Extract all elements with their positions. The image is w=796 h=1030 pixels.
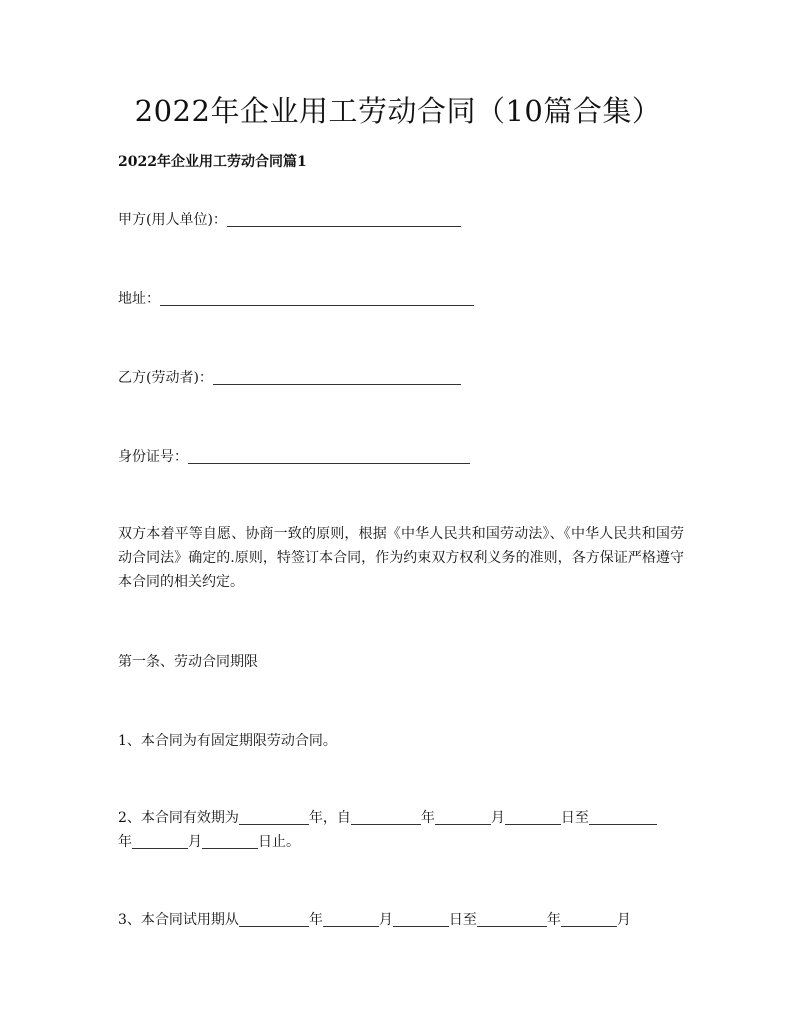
clause-3-prefix: 3、本合同试用期从 [118,912,239,928]
clause-2-year-label: 年 [420,810,435,826]
article-1-heading: 第一条、劳动合同期限 [118,654,258,670]
clause-3-year-label: 年 [546,912,561,928]
section-subtitle: 2022年企业用工劳动合同篇1 [118,154,307,170]
party-b-blank [213,368,461,385]
clause-1: 1、本合同为有固定期限劳动合同。 [118,733,337,749]
clause-3-day-to-label: 日至 [448,912,477,928]
blank [239,910,309,927]
party-b-label: 乙方(劳动者)： [118,370,213,386]
clause-2-month-label: 月 [490,810,505,826]
address-line [118,287,474,311]
blank [239,808,309,825]
blank [323,910,379,927]
blank [505,808,561,825]
id-number-line [118,445,470,469]
blank [435,808,491,825]
blank [477,910,547,927]
id-number-blank [188,447,470,464]
document-title: 2022年企业用工劳动合同（10篇合集） [134,94,662,128]
id-number-label: 身份证号： [118,449,188,465]
clause-2-line-2 [118,830,300,854]
party-b-line [118,366,461,390]
clause-3-year-label: 年 [308,912,323,928]
clause-3-line-1 [118,908,631,932]
clause-3-month-label: 月 [616,912,631,928]
party-a-label: 甲方(用人单位)： [118,212,227,228]
clause-2-month-label: 月 [188,834,202,850]
intro-paragraph: 双方本着平等自愿、协商一致的原则，根据《中华人民共和国劳动法》、《中华人民共和国劳动合同法》确定的.原则，特签订本合同，作为约束双方权利义务的准则，各方保证严格遵守本合同的相关约定。 [118,526,684,590]
clause-2-year-label: 年，自 [308,810,351,826]
party-a-blank [227,210,461,227]
clause-2-line-1 [118,806,657,830]
blank [202,832,258,849]
address-label: 地址： [118,291,160,307]
clause-3-month-label: 月 [378,912,393,928]
blank [132,832,188,849]
blank [351,808,421,825]
clause-2-day-end-label: 日止。 [258,834,300,850]
blank [561,910,617,927]
clause-2-year-label: 年 [118,834,132,850]
clause-2-prefix: 2、本合同有效期为 [118,810,239,826]
address-blank [160,289,474,306]
blank [393,910,449,927]
blank [589,808,657,825]
party-a-line [118,208,461,232]
clause-2-day-to-label: 日至 [560,810,589,826]
